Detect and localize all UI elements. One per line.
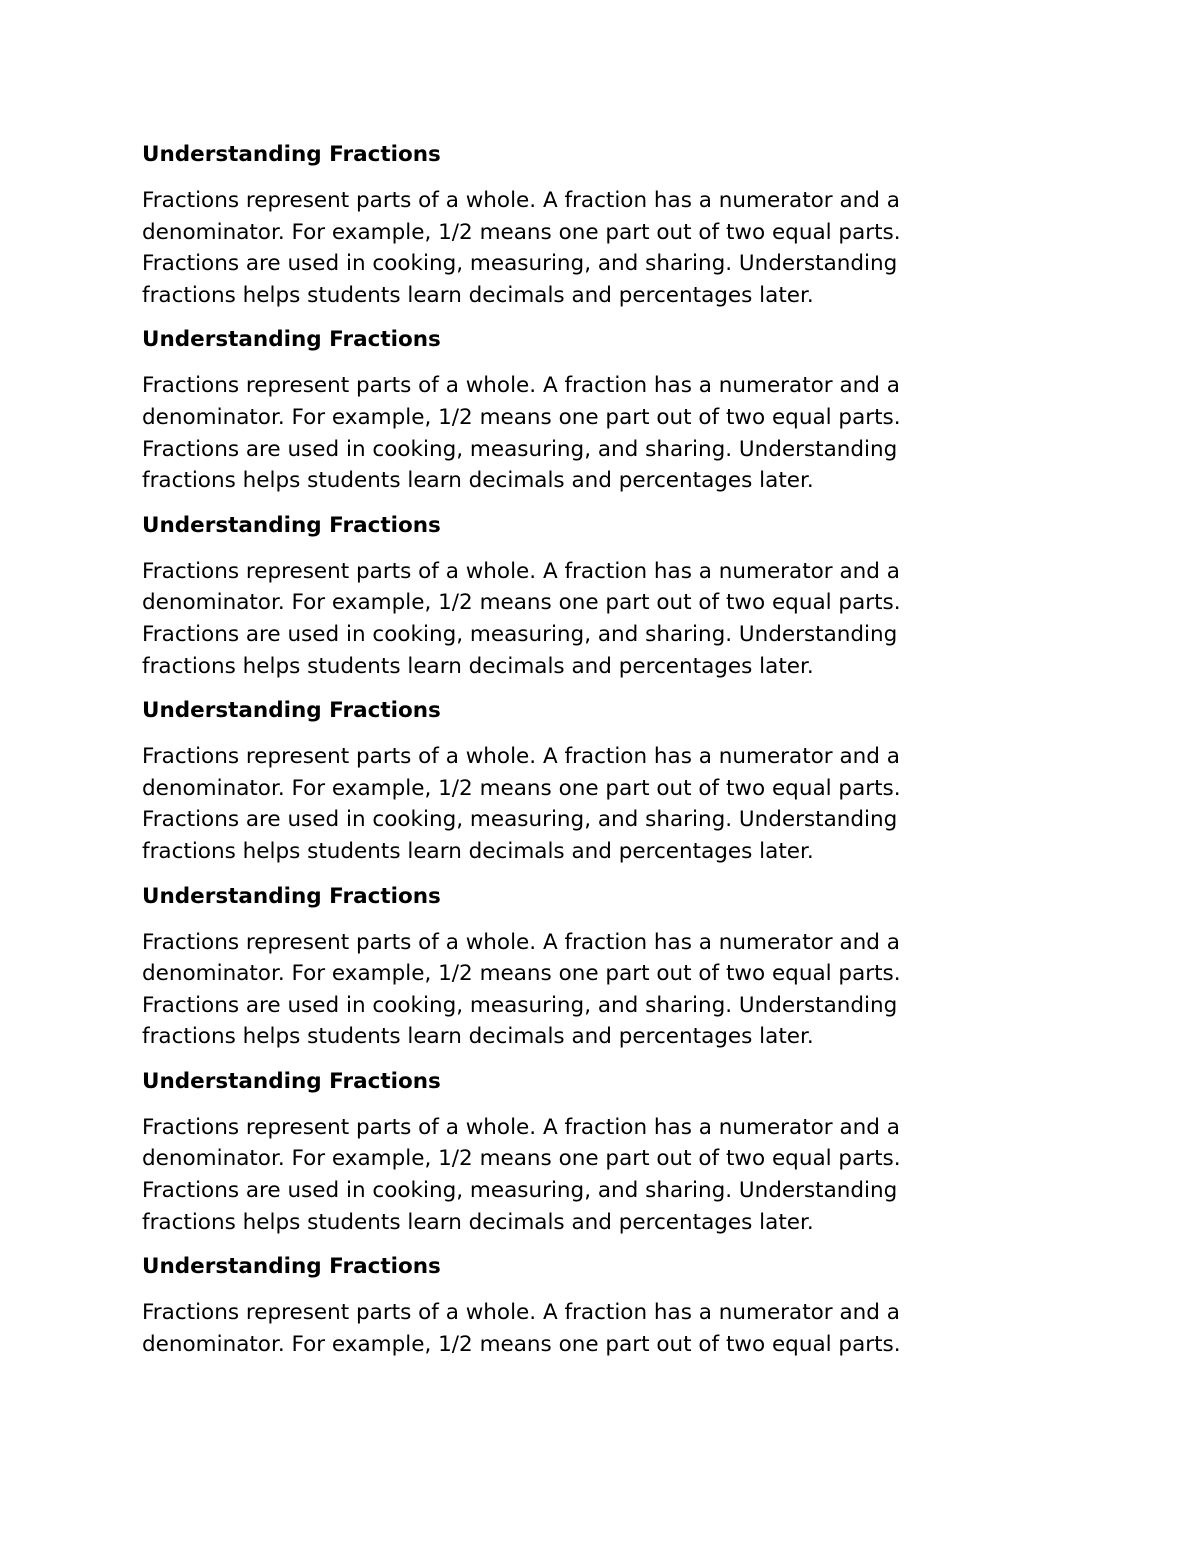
section-body [142, 1112, 1002, 1238]
body-line: fractions helps students learn decimals and percentages later. [142, 1209, 814, 1235]
body-line: denominator. For example, 1/2 means one part out of two equal parts. [142, 219, 901, 245]
section-heading: Understanding Fractions [142, 142, 441, 167]
section-body [142, 1297, 1002, 1360]
section-body [142, 370, 1002, 496]
section-5 [142, 882, 1002, 1053]
section-heading: Understanding Fractions [142, 1068, 441, 1094]
section-heading: Understanding Fractions [142, 1254, 441, 1280]
body-line: Fractions are used in cooking, measuring, and sharing. Understanding [142, 436, 898, 462]
section-heading: Understanding Fractions [142, 698, 441, 724]
body-line: denominator. For example, 1/2 means one part out of two equal parts. [142, 590, 901, 616]
body-line: Fractions represent parts of a whole. A fraction has a numerator and a [142, 558, 900, 584]
body-line: Fractions are used in cooking, measuring, and sharing. Understanding [142, 992, 898, 1018]
body-line: Fractions represent parts of a whole. A fraction has a numerator and a [142, 744, 900, 770]
body-line: Fractions represent parts of a whole. A fraction has a numerator and a [142, 188, 900, 213]
body-line: Fractions are used in cooking, measuring, and sharing. Understanding [142, 1178, 898, 1204]
document-page [142, 140, 1002, 1374]
body-line: Fractions are used in cooking, measuring, and sharing. Understanding [142, 621, 898, 647]
body-line: denominator. For example, 1/2 means one part out of two equal parts. [142, 404, 901, 430]
section-body [142, 185, 1002, 311]
section-3 [142, 511, 1002, 682]
section-heading: Understanding Fractions [142, 883, 441, 909]
body-line: Fractions represent parts of a whole. A fraction has a numerator and a [142, 1300, 900, 1326]
body-line: denominator. For example, 1/2 means one part out of two equal parts. [142, 1331, 901, 1357]
section-2 [142, 325, 1002, 496]
body-line: denominator. For example, 1/2 means one part out of two equal parts. [142, 961, 901, 987]
body-line: fractions helps students learn decimals and percentages later. [142, 838, 814, 864]
body-line: Fractions represent parts of a whole. A fraction has a numerator and a [142, 929, 900, 955]
body-line: fractions helps students learn decimals and percentages later. [142, 653, 814, 679]
body-line: fractions helps students learn decimals and percentages later. [142, 468, 814, 494]
body-line: Fractions represent parts of a whole. A fraction has a numerator and a [142, 1114, 900, 1140]
section-heading: Understanding Fractions [142, 512, 441, 538]
section-body [142, 556, 1002, 682]
section-body [142, 741, 1002, 867]
section-7 [142, 1252, 1002, 1360]
body-line: Fractions represent parts of a whole. A fraction has a numerator and a [142, 373, 900, 399]
section-4 [142, 696, 1002, 867]
body-line: denominator. For example, 1/2 means one part out of two equal parts. [142, 775, 901, 801]
body-line: Fractions are used in cooking, measuring, and sharing. Understanding [142, 807, 898, 833]
section-1 [142, 140, 1002, 311]
section-6 [142, 1067, 1002, 1238]
body-line: Fractions are used in cooking, measuring, and sharing. Understanding [142, 251, 898, 277]
body-line: fractions helps students learn decimals and percentages later. [142, 1024, 814, 1050]
body-line: denominator. For example, 1/2 means one part out of two equal parts. [142, 1146, 901, 1172]
section-heading: Understanding Fractions [142, 327, 441, 353]
body-line: fractions helps students learn decimals and percentages later. [142, 282, 814, 308]
section-body [142, 927, 1002, 1053]
